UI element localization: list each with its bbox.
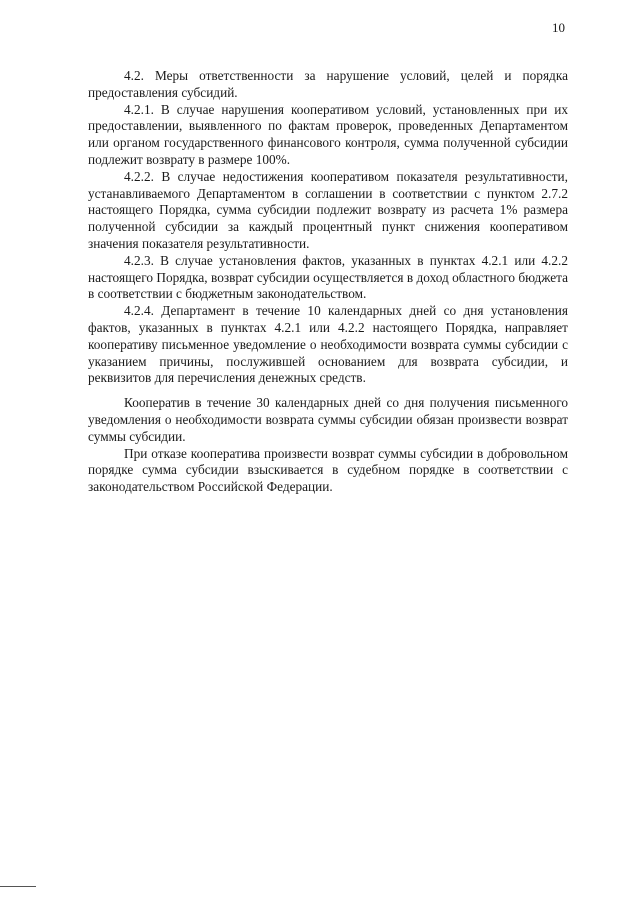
paragraph-4-2-3: 4.2.3. В случае установления фактов, указанных в пунктах 4.2.1 или 4.2.2 настоящего Порядка, возврат субсидии осуществляется в доход областного бюджета в соответствии с бюджетным законодательством. (88, 252, 568, 302)
document-body (88, 68, 568, 496)
paragraph-cooperative-return: Кооператив в течение 30 календарных дней со дня получения письменного уведомления о необходимости возврата суммы субсидии обязан произвести возврат суммы субсидии. (88, 395, 568, 444)
paragraph-4-2-1: 4.2.1. В случае нарушения кооперативом условий, установленных при их предоставлении, выявленного по фактам проверок, проведенных Департаментом или органом государственного финансового контроля, сумма полученной субсидии подлежит возврату в размере 100%. (88, 101, 568, 167)
page-number: 10 (552, 20, 565, 35)
paragraph-4-2-4: 4.2.4. Департамент в течение 10 календарных дней со дня установления фактов, указанных в пунктах 4.2.1 или 4.2.2 настоящего Порядка, направляет кооперативу письменное уведомление о необходимости возврата суммы субсидии с указанием причины, послужившей основанием для возврата субсидии, и реквизитов для перечисления денежных средств. (88, 303, 568, 386)
paragraph-refusal: При отказе кооператива произвести возврат суммы субсидии в добровольном порядке сумма субсидии взыскивается в судебном порядке в соответствии с законодательством Российской Федерации. (88, 445, 568, 495)
scan-edge-mark (0, 886, 36, 887)
paragraph-4-2: 4.2. Меры ответственности за нарушение условий, целей и порядка предоставления субсидий. (88, 68, 568, 100)
paragraph-4-2-2: 4.2.2. В случае недостижения кооперативом показателя результативности, устанавливаемого Департаментом в соглашении в соответствии с пунктом 2.7.2 настоящего Порядка, сумма субсидии подлежит возврату из расчета 1% размера полученной субсидии за каждый процентный пункт снижения кооперативом значения показателя результативности. (88, 168, 568, 251)
